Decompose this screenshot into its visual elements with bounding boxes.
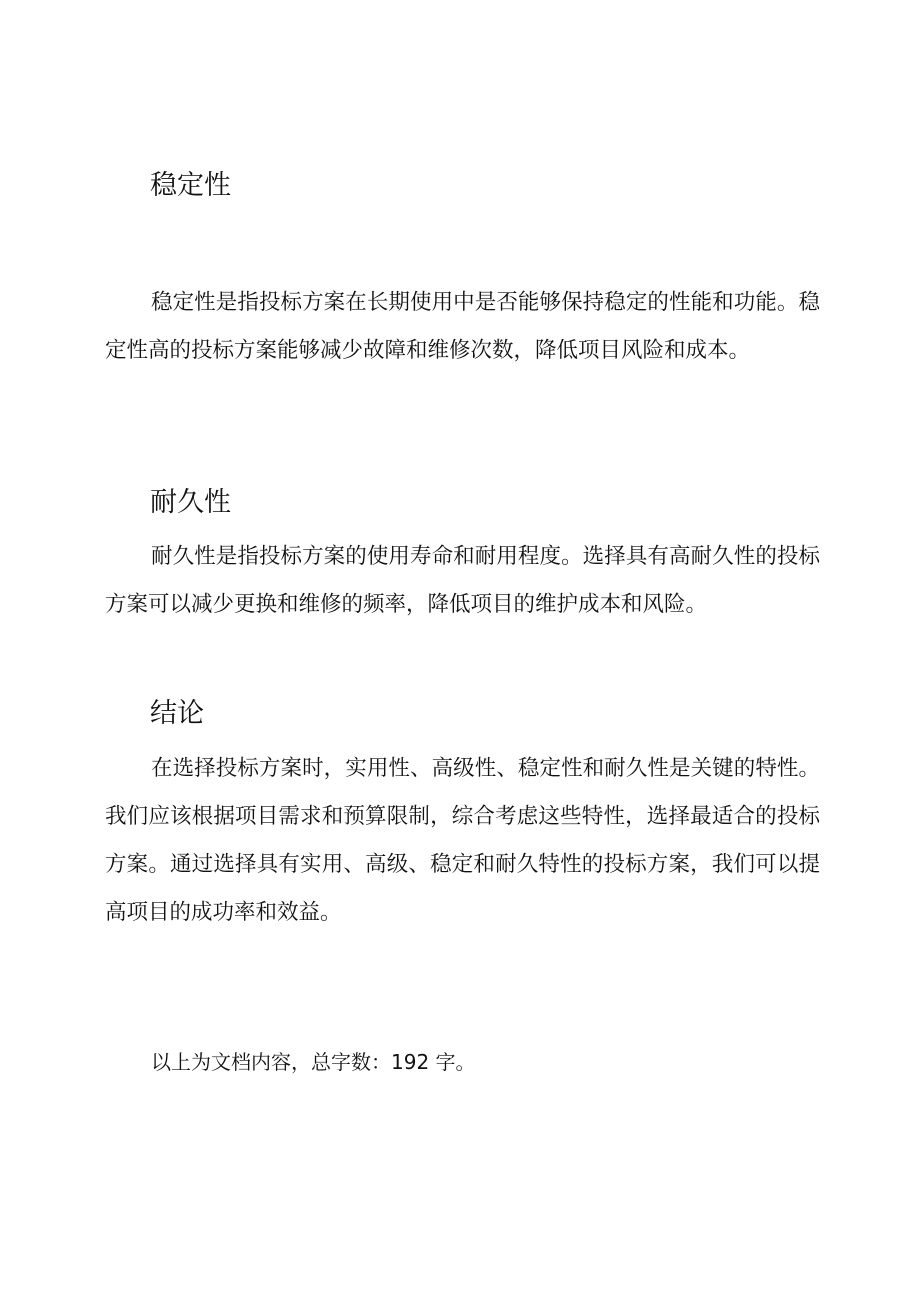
section-heading-conclusion: 结论: [150, 698, 204, 729]
section-heading-stability: 稳定性: [150, 170, 231, 201]
section-paragraph-durability: 耐久性是指投标方案的使用寿命和耐用程度。选择具有高耐久性的投标方案可以减少更换和维修的频率，降低项目的维护成本和风险。: [105, 544, 820, 617]
section-paragraph-conclusion: 在选择投标方案时，实用性、高级性、稳定性和耐久性是关键的特性。我们应该根据项目需求和预算限制，综合考虑这些特性，选择最适合的投标方案。通过选择具有实用、高级、稳定和耐久特性的投标方案，我们可以提高项目的成功率和效益。: [105, 756, 820, 925]
section-paragraph-stability: 稳定性是指投标方案在长期使用中是否能够保持稳定的性能和功能。稳定性高的投标方案能够减少故障和维修次数，降低项目风险和成本。: [105, 290, 820, 363]
word-count-note: 以上为文档内容，总字数：192 字。: [151, 1050, 476, 1074]
section-heading-durability: 耐久性: [150, 487, 231, 518]
